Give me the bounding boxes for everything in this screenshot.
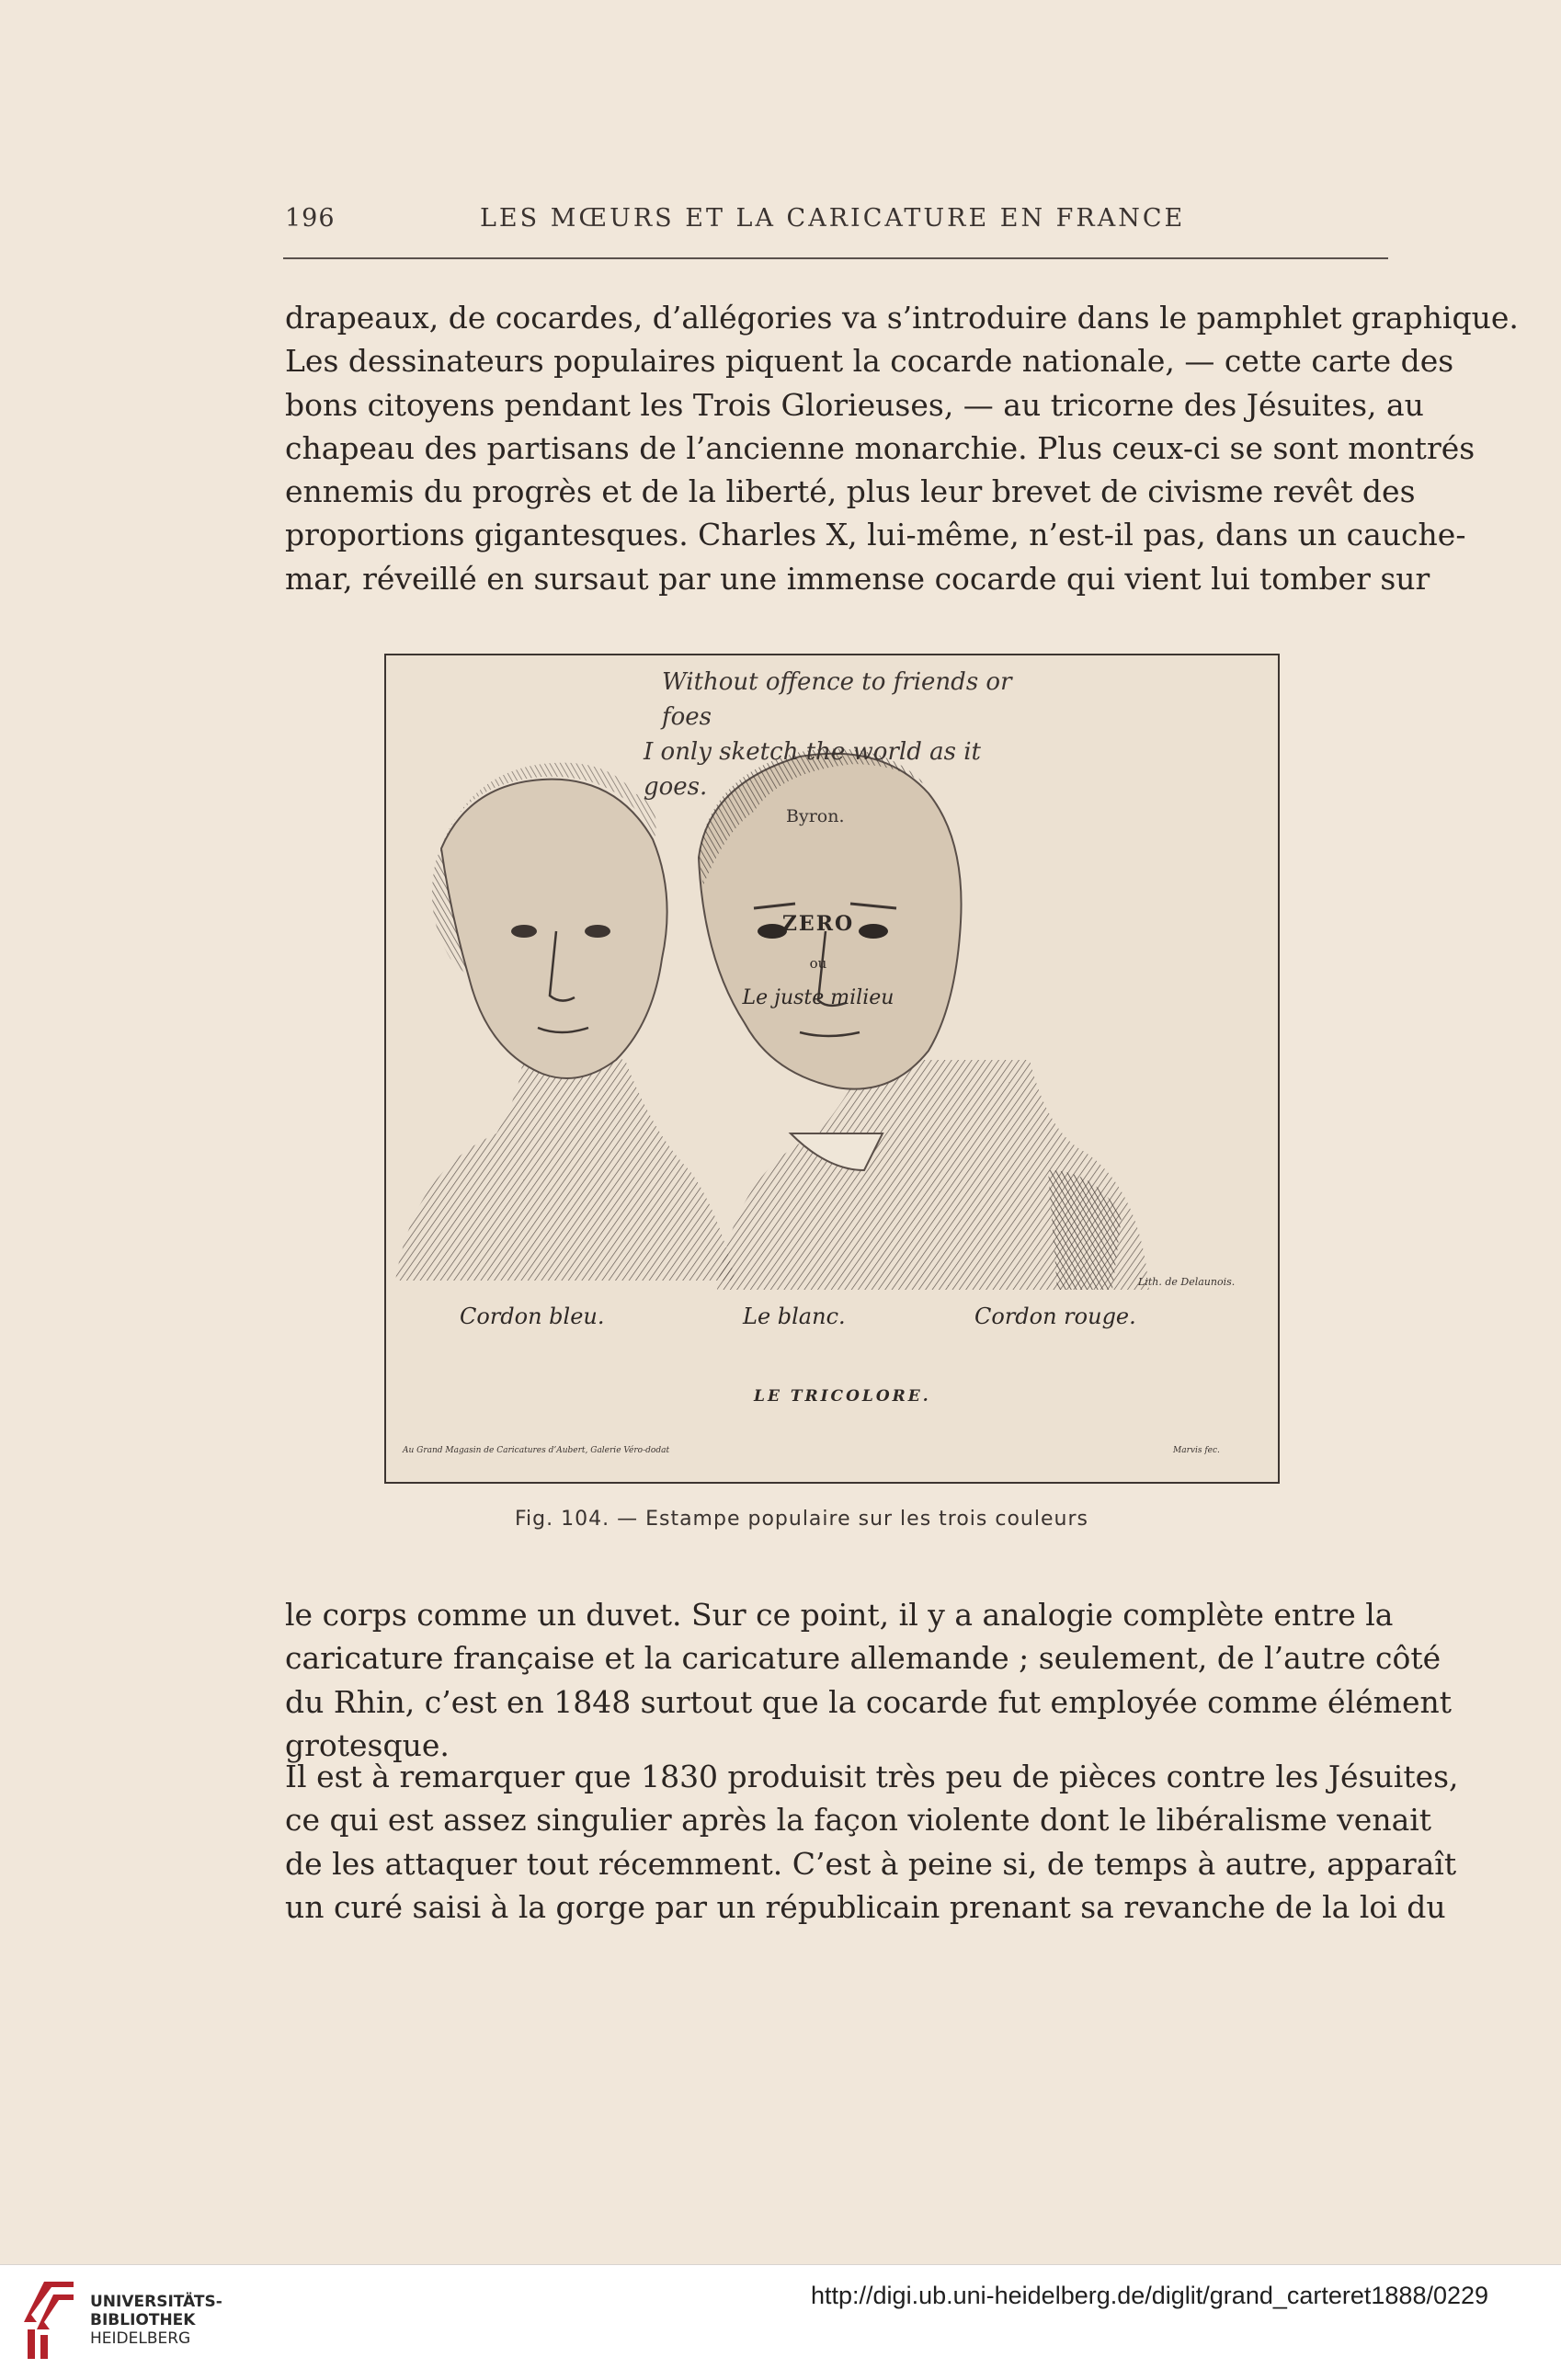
library-name [90,2293,222,2348]
lithographer-credit: Lith. de Delaunois. [1138,1276,1236,1288]
caption-left: Cordon bleu. [460,1304,605,1329]
epigraph-line-2: I only sketch the world as it goes. [644,738,981,801]
text-line: caricature française et la caricature allemande ; seulement, de l’autre côté [285,1640,1441,1677]
text-line: du Rhin, c’est en 1848 surtout que la cocarde fut employée comme élément [285,1683,1453,1720]
text-line: un curé saisi à la gorge par un républicain prenant sa revanche de la loi du [285,1888,1446,1925]
running-head [285,204,1386,241]
text-line: le corps comme un duvet. Sur ce point, il y a analogie complète entre la [285,1597,1394,1633]
running-title: LES MŒURS ET LA CARICATURE EN FRANCE [480,204,1186,233]
header-rule [283,257,1388,259]
caption-right: Cordon rouge. [974,1304,1136,1329]
source-url-link[interactable]: http://digi.ub.uni-heidelberg.de/diglit/grand_carteret1888/0229 [811,2282,1489,2309]
text-line: ennemis du progrès et de la liberté, plus leur brevet de civisme revêt des [285,473,1416,510]
text-line: bons citoyens pendant les Trois Glorieuses, — au tricorne des Jésuites, au [285,386,1424,423]
text-line: Les dessinateurs populaires piquent la cocarde nationale, — cette carte des [285,343,1454,380]
text-line: grotesque. [285,1726,450,1763]
page-number: 196 [285,204,336,233]
library-footer [0,2264,1561,2380]
text-line: chapeau des partisans de l’ancienne monarchie. Plus ceux-ci se sont montrés [285,429,1476,466]
library-name-line-3: HEIDELBERG [90,2329,191,2348]
text-line: proportions gigantesques. Charles X, lui-même, n’est-il pas, dans un cauche- [285,517,1466,553]
caption-center: Le blanc. [743,1304,846,1329]
text-line: de les attaquer tout récemment. C’est à peine si, de temps à autre, apparaît [285,1845,1457,1882]
publisher-credit: Au Grand Magasin de Caricatures d’Aubert, Galerie Véro-dodat [403,1446,670,1455]
oval-title: ZERO [781,912,855,936]
engraver-credit: Marvis fec. [1173,1446,1220,1455]
paragraph-1 [285,296,1519,600]
text-line: ce qui est assez singulier après la façon violente dont le libéralisme venait [285,1802,1432,1839]
library-name-line-2: BIBLIOTHEK [90,2311,196,2329]
oval-subtitle: Le juste milieu [742,986,894,1009]
epigraph-author: Byron. [786,806,845,826]
plate-title: LE TRICOLORE. [754,1387,931,1406]
library-logo-icon [17,2274,81,2366]
oval-ou: ou [809,955,827,972]
text-line: mar, réveillé en sursaut par une immense cocarde qui vient lui tomber sur [285,560,1430,597]
text-line: drapeaux, de cocardes, d’allégories va s’introduire dans le pamphlet graphique. [285,300,1519,336]
illustration-plate [384,654,1280,1484]
text-line: Il est à remarquer que 1830 produisit très peu de pièces contre les Jésuites, [285,1759,1459,1794]
figure-caption: Fig. 104. — Estampe populaire sur les trois couleurs [515,1508,1088,1531]
epigraph-line-1: Without offence to friends or foes [662,668,1012,731]
paragraph-2 [285,1593,1453,1767]
paragraph-3 [285,1755,1459,1929]
library-name-line-1: UNIVERSITÄTS- [90,2293,222,2311]
epigraph [644,665,1030,828]
